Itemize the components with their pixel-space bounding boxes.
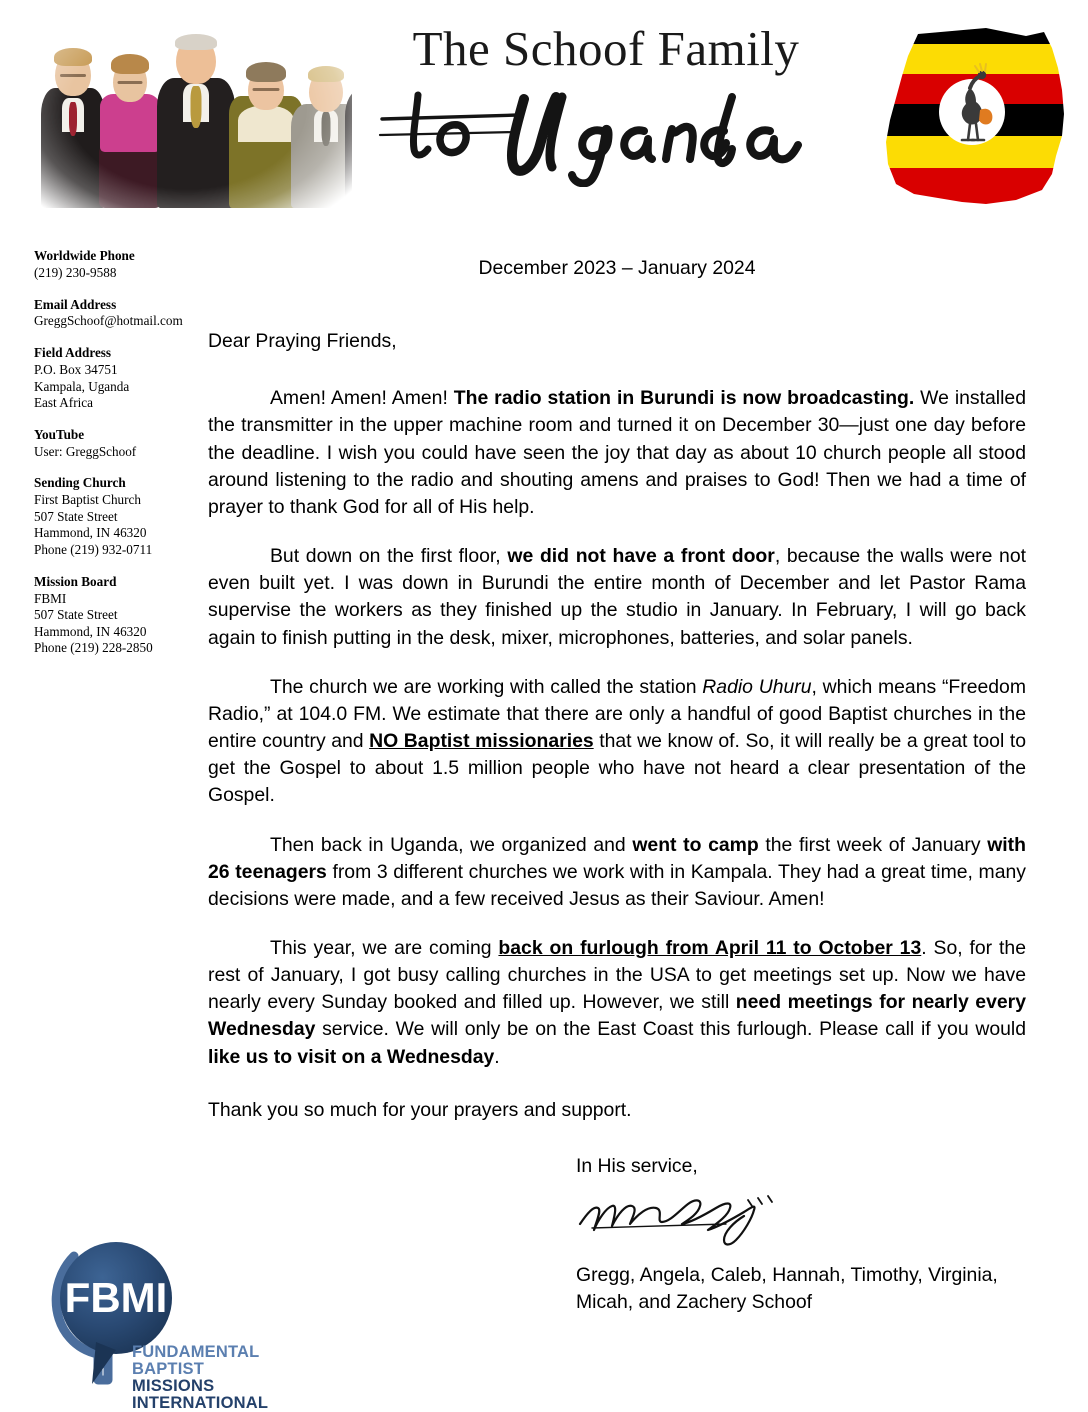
- contact-block-worldwide-phone: [34, 248, 209, 282]
- p5-boldunderline-a: back on furlough from April 11 to October 13: [498, 936, 922, 959]
- family-names-line-1: Gregg, Angela, Caleb, Hannah, Timothy, Virginia,: [576, 1264, 998, 1287]
- p5-text-c: service. We will only be on the East Coast this furlough. Please call if you would: [315, 1018, 1026, 1041]
- contact-block-field-address: [34, 345, 209, 412]
- uganda-flag-map-icon: [866, 14, 1078, 226]
- fbmi-tagline-line-2: MISSIONS INTERNATIONAL: [132, 1377, 269, 1412]
- contact-block-sending-church: [34, 475, 209, 558]
- p4-text-c: from 3 different churches we work with in Kampala. They had a great time, many decisions were made, and a few received Jesus as their Saviour. Amen!: [208, 860, 1026, 910]
- contact-heading: YouTube: [34, 426, 85, 442]
- letter-paragraph-4: [208, 832, 1026, 913]
- contact-line: (219) 230-9588: [34, 264, 117, 280]
- p3-boldunderline-a: NO Baptist missionaries: [369, 730, 594, 753]
- p4-bold-a: went to camp: [632, 833, 759, 856]
- p3-italic-a: Radio Uhuru: [702, 675, 812, 698]
- p5-text-d: .: [494, 1045, 500, 1068]
- family-names-line-2: Micah, and Zachery Schoof: [576, 1291, 813, 1314]
- p2-text-b: , because the walls were not even built yet. I was down in Burundi the entire month of December and let Pastor Rama supervise the workers as they finished up the studio in January. In February, I will go back again to finish putting in the desk, mixer, microphones, batteries, and solar panels.: [208, 545, 1027, 649]
- letter-body: [208, 255, 1026, 1124]
- contact-block-mission-board: [34, 574, 209, 657]
- p1-bold-a: The radio station in Burundi is now broadcasting.: [453, 387, 915, 410]
- page-title: The Schoof Family: [412, 21, 800, 76]
- contact-heading: Worldwide Phone: [34, 248, 135, 263]
- letterhead-header: [0, 0, 1088, 232]
- contact-heading: Email Address: [34, 296, 117, 312]
- letter-paragraph-2: [208, 543, 1026, 652]
- contact-heading: Field Address: [34, 345, 112, 361]
- contact-heading: Mission Board: [34, 573, 117, 589]
- contact-line: First Baptist Church: [34, 492, 141, 508]
- contact-line: Hammond, IN 46320: [34, 525, 147, 541]
- contact-line[interactable]: User: GreggSchoof: [34, 443, 137, 459]
- letterhead-title-block: [366, 21, 846, 214]
- p4-bold-b: with 26 teenagers: [208, 833, 1026, 883]
- p1-text-b: We installed the transmitter in the upper machine room and turned it on December 30—just one day before the deadline. I wish you could have seen the joy that day as about 10 church people all stood around listening to the radio and shouting amens and praises to God! Then we had a time of prayer to thank God for all of His help.: [208, 387, 1026, 518]
- p1-text-a: Amen! Amen! Amen!: [270, 387, 454, 410]
- p5-text-b: . So, for the rest of January, I got busy calling churches in the USA to get meetings set up. Now we have nearly every Sunday booked and filled up. However, we still: [208, 936, 1026, 1014]
- contact-line: 507 State Street: [34, 607, 118, 623]
- title-script-svg: [366, 79, 846, 187]
- letter-paragraph-1: [208, 385, 1026, 521]
- letter-salutation: Dear Praying Friends,: [208, 330, 397, 353]
- family-member-6: [344, 40, 352, 208]
- p2-text-a: But down on the first floor,: [270, 545, 508, 568]
- family-photo-inner: [22, 16, 352, 216]
- letter-paragraph-3: [208, 674, 1026, 810]
- sign-off-line: In His service,: [576, 1155, 698, 1177]
- p3-text-c: that we know of. So, it will really be a great tool to get the Gospel to about 1.5 million people who have not heard a clear presentation of the Gospel.: [208, 730, 1027, 807]
- fbmi-logo-text: [132, 1344, 310, 1411]
- contact-line: Phone (219) 228-2850: [34, 640, 153, 656]
- contact-line: Phone (219) 932-0711: [34, 542, 153, 558]
- fbmi-tagline-line-1: FUNDAMENTAL BAPTIST: [132, 1343, 260, 1378]
- contact-line: P.O. Box 34751: [34, 361, 118, 377]
- fbmi-logo: [30, 1222, 310, 1412]
- contact-line: Hammond, IN 46320: [34, 623, 147, 639]
- letter-closing-block: [576, 1153, 1036, 1316]
- family-member-5: [290, 62, 352, 208]
- contact-line: East Africa: [34, 395, 93, 411]
- p4-text-a: Then back in Uganda, we organized and: [270, 833, 633, 856]
- letter-paragraph-5: [208, 935, 1026, 1071]
- p2-bold-a: we did not have a front door: [507, 545, 775, 568]
- p3-text-a: The church we are working with called the station: [270, 675, 703, 698]
- letter-thank-you: Thank you so much for your prayers and support.: [208, 1098, 632, 1121]
- contact-sidebar: [34, 248, 209, 672]
- fbmi-monogram: FBMI: [64, 1274, 168, 1321]
- letter-date: December 2023 – January 2024: [478, 257, 756, 279]
- p5-bold-a: need meetings for nearly every Wednesday: [208, 991, 1026, 1041]
- p3-text-b: , which means “Freedom Radio,” at 104.0 FM. We estimate that there are only a handful of good Baptist churches in the entire country and: [208, 675, 1026, 753]
- schoof-family-photo: [22, 16, 352, 216]
- contact-line: 507 State Street: [34, 508, 118, 524]
- signature-icon: [576, 1188, 806, 1250]
- uganda-flag-svg: [866, 14, 1078, 226]
- p4-text-b: the first week of January: [758, 833, 988, 856]
- contact-block-youtube: [34, 427, 209, 461]
- p5-text-a: This year, we are coming: [270, 936, 499, 959]
- contact-block-email-address: [34, 297, 209, 331]
- contact-line: FBMI: [34, 590, 67, 606]
- p5-bold-b: like us to visit on a Wednesday: [208, 1045, 495, 1068]
- family-member-2: [96, 48, 164, 208]
- family-member-3: [156, 26, 236, 208]
- title-script-wrap: [366, 79, 846, 187]
- family-signature-names: [576, 1262, 1036, 1316]
- contact-heading: Sending Church: [34, 475, 126, 491]
- contact-line: Kampala, Uganda: [34, 378, 130, 394]
- contact-line[interactable]: GreggSchoof@hotmail.com: [34, 313, 183, 329]
